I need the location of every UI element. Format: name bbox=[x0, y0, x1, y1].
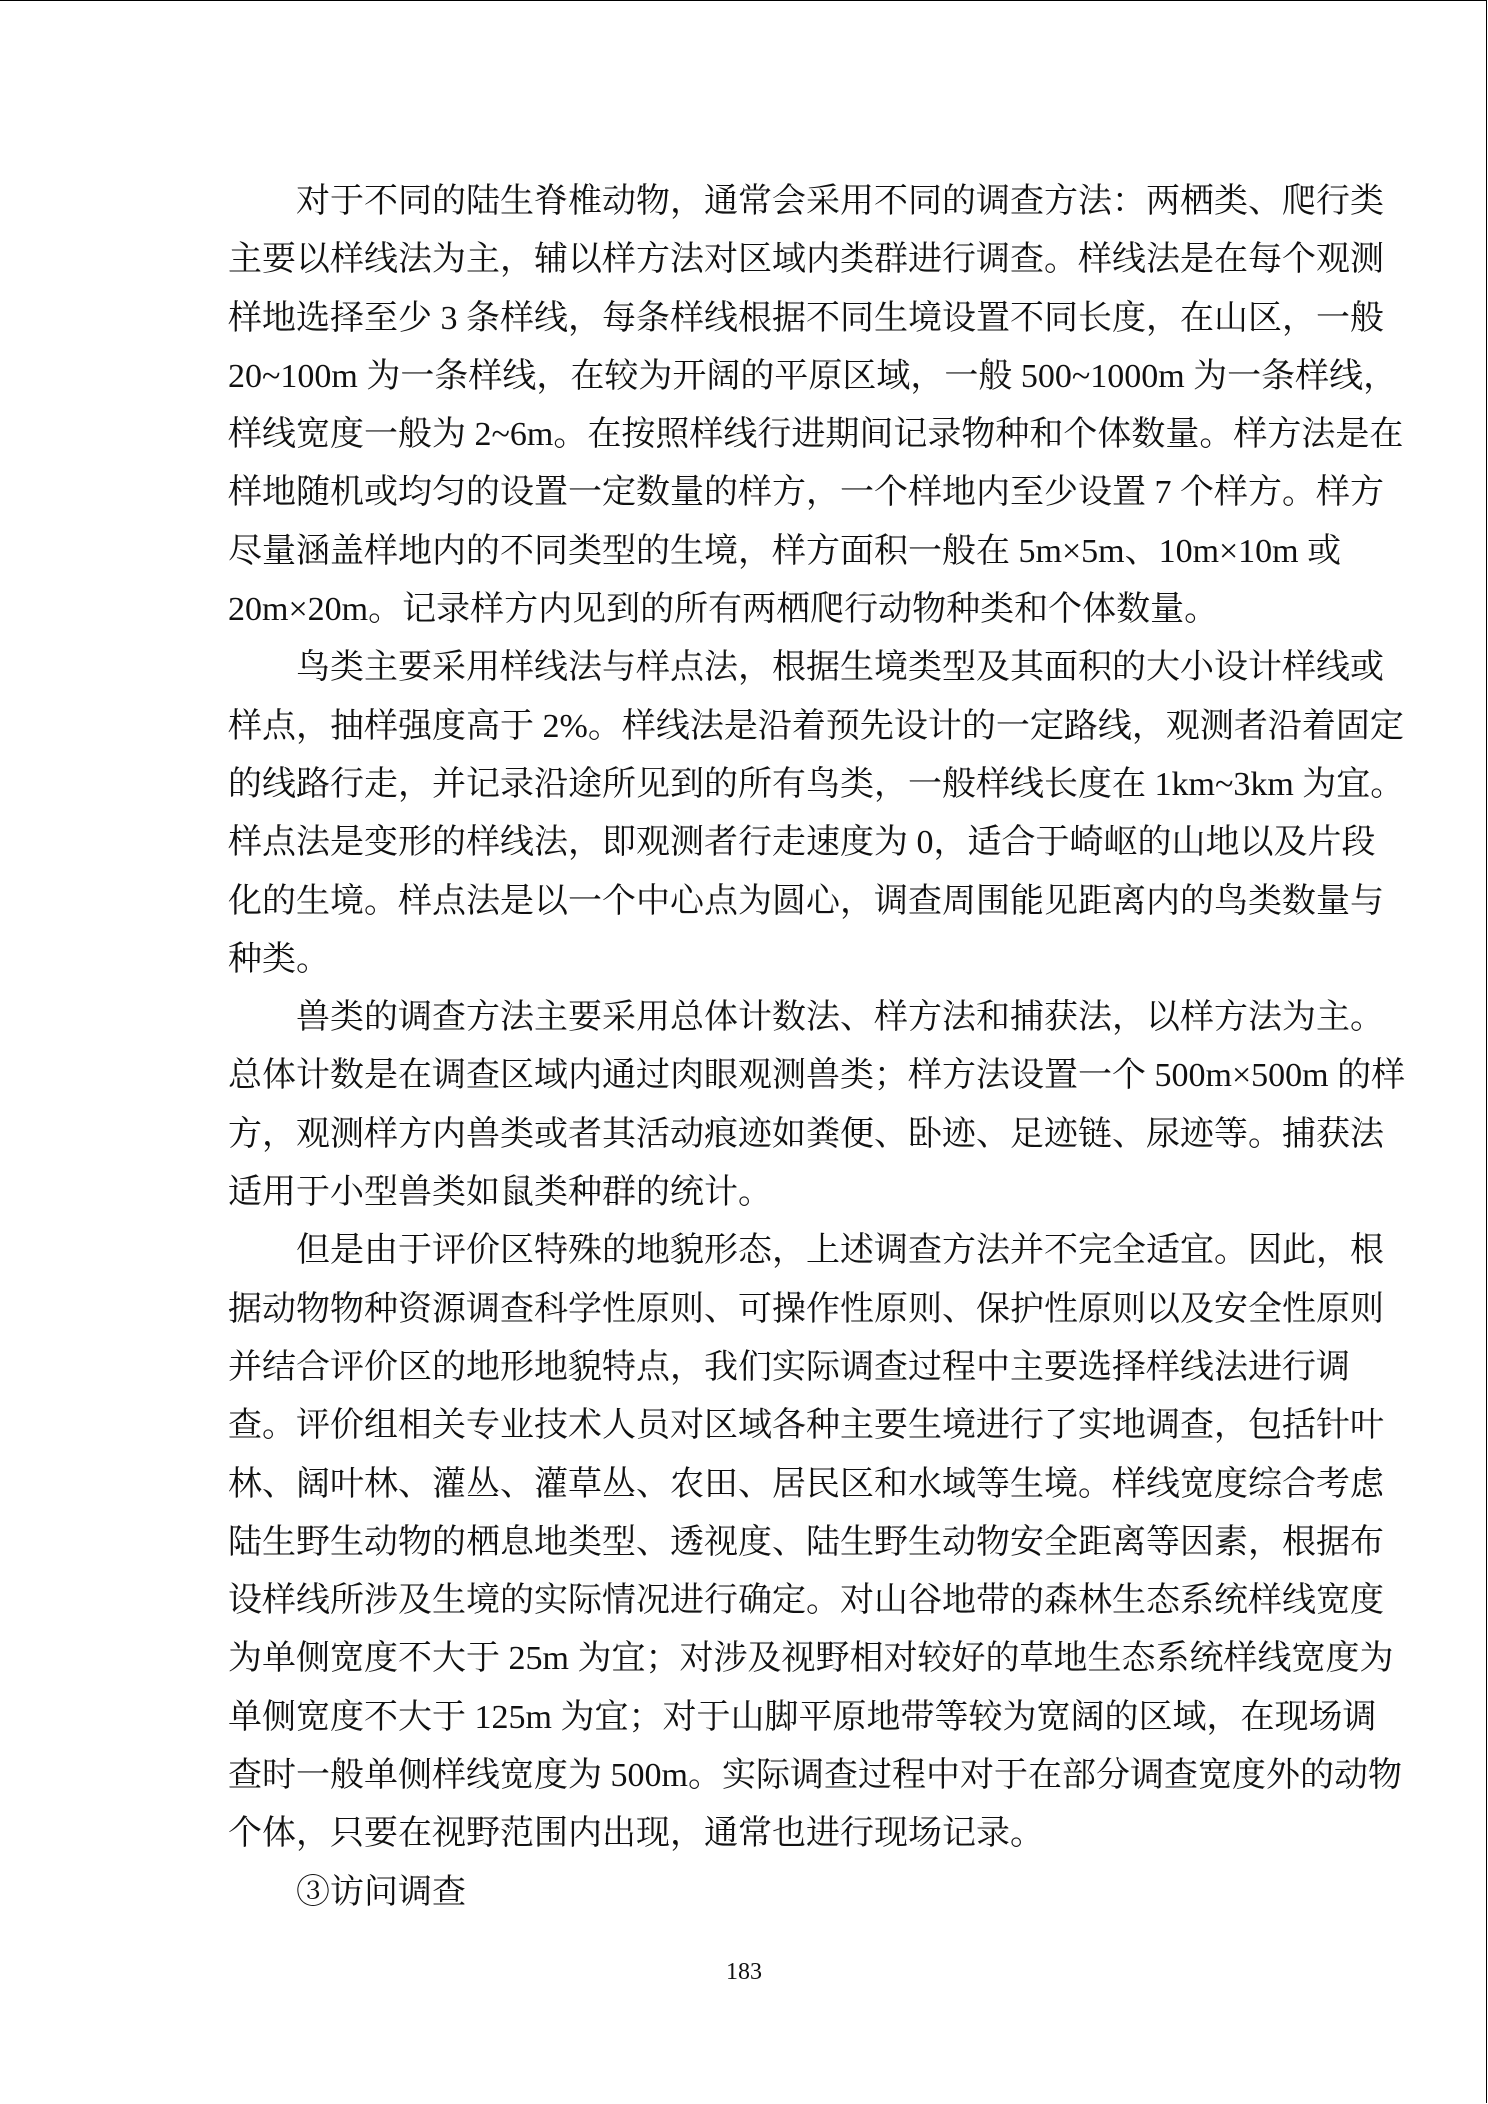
text-line: 总体计数是在调查区域内通过肉眼观测兽类；样方法设置一个 500m×500m 的样 bbox=[228, 1057, 1406, 1095]
text-line: 陆生野生动物的栖息地类型、透视度、陆生野生动物安全距离等因素，根据布 bbox=[228, 1523, 1384, 1561]
text-line: 适用于小型兽类如鼠类种群的统计。 bbox=[228, 1174, 772, 1212]
text-line: 尽量涵盖样地内的不同类型的生境，样方面积一般在 5m×5m、10m×10m 或 bbox=[228, 532, 1342, 570]
text-line: 的线路行走，并记录沿途所见到的所有鸟类，一般样线长度在 1km~3km 为宜。 bbox=[228, 765, 1405, 803]
text-line: 样点法是变形的样线法，即观测者行走速度为 0，适合于崎岖的山地以及片段 bbox=[228, 824, 1376, 862]
text-line: 样线宽度一般为 2~6m。在按照样线行进期间记录物种和个体数量。样方法是在 bbox=[228, 416, 1404, 454]
text-line: 20m×20m。记录样方内见到的所有两栖爬行动物种类和个体数量。 bbox=[228, 591, 1219, 629]
text-line: 林、阔叶林、灌丛、灌草丛、农田、居民区和水域等生境。样线宽度综合考虑 bbox=[228, 1465, 1384, 1503]
paragraph bbox=[228, 989, 1406, 1222]
text-line: ③访问调查 bbox=[296, 1873, 466, 1911]
text-line: 20~100m 为一条样线，在较为开阔的平原区域，一般 500~1000m 为一条样线， bbox=[228, 357, 1398, 395]
text-line: 兽类的调查方法主要采用总体计数法、样方法和捕获法，以样方法为主。 bbox=[296, 999, 1384, 1037]
text-line: 设样线所涉及生境的实际情况进行确定。对山谷地带的森林生态系统样线宽度 bbox=[228, 1582, 1384, 1620]
text-line: 样地随机或均匀的设置一定数量的样方，一个样地内至少设置 7 个样方。样方 bbox=[228, 474, 1384, 512]
paragraph bbox=[228, 173, 1404, 639]
paragraph bbox=[228, 1222, 1402, 1863]
paragraph bbox=[228, 1864, 1262, 1922]
text-line: 化的生境。样点法是以一个中心点为圆心，调查周围能见距离内的鸟类数量与 bbox=[228, 882, 1384, 920]
text-line: 单侧宽度不大于 125m 为宜；对于山脚平原地带等较为宽阔的区域，在现场调 bbox=[228, 1698, 1377, 1736]
text-line: 方，观测样方内兽类或者其活动痕迹如粪便、卧迹、足迹链、尿迹等。捕获法 bbox=[228, 1115, 1384, 1153]
document-body bbox=[228, 173, 1406, 1922]
text-line: 但是由于评价区特殊的地貌形态，上述调查方法并不完全适宜。因此，根 bbox=[296, 1232, 1384, 1270]
text-line: 样点，抽样强度高于 2%。样线法是沿着预先设计的一定路线，观测者沿着固定 bbox=[228, 707, 1404, 745]
text-line: 对于不同的陆生脊椎动物，通常会采用不同的调查方法：两栖类、爬行类 bbox=[296, 183, 1384, 220]
text-line: 种类。 bbox=[228, 940, 330, 978]
text-line: 样地选择至少 3 条样线，每条样线根据不同生境设置不同长度，在山区，一般 bbox=[228, 299, 1384, 337]
text-line: 个体，只要在视野范围内出现，通常也进行现场记录。 bbox=[228, 1815, 1044, 1853]
text-line: 鸟类主要采用样线法与样点法，根据生境类型及其面积的大小设计样线或 bbox=[296, 649, 1384, 687]
text-line: 为单侧宽度不大于 25m 为宜；对涉及视野相对较好的草地生态系统样线宽度为 bbox=[228, 1640, 1394, 1678]
text-line: 查时一般单侧样线宽度为 500m。实际调查过程中对于在部分调查宽度外的动物 bbox=[228, 1757, 1402, 1795]
text-line: 并结合评价区的地形地貌特点，我们实际调查过程中主要选择样线法进行调 bbox=[228, 1348, 1350, 1386]
page-number: 183 bbox=[726, 1959, 762, 1985]
paragraph bbox=[228, 639, 1405, 989]
text-line: 查。评价组相关专业技术人员对区域各种主要生境进行了实地调查，包括针叶 bbox=[228, 1407, 1384, 1445]
text-line: 主要以样线法为主，辅以样方法对区域内类群进行调查。样线法是在每个观测 bbox=[228, 241, 1384, 279]
text-line: 据动物物种资源调查科学性原则、可操作性原则、保护性原则以及安全性原则 bbox=[228, 1290, 1384, 1328]
